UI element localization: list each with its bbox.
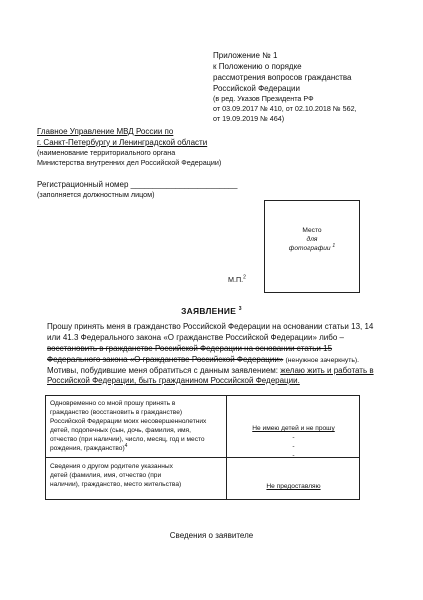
registration-block <box>37 179 257 200</box>
dash: - <box>292 443 295 450</box>
statement-motive-line <box>47 366 387 377</box>
children-answer: Не имею детей и не прошу <box>252 425 335 432</box>
statement-line: или 41.3 Федерального закона «О гражданстве Российской Федерации» либо – <box>47 333 344 342</box>
photo-label-line1: Место <box>302 227 322 234</box>
appendix-edition-line: от 19.09.2019 № 464) <box>213 114 285 123</box>
table-row2-label: Сведения о другом родителе указанных детей (фамилия, имя, отчество (при наличии), гражданство, место жительства) <box>50 463 182 488</box>
statement-line-struck: восстановить в гражданстве Российской Федерации на основании статьи 15 <box>47 344 333 353</box>
registration-label: Регистрационный номер <box>37 180 129 189</box>
applicant-section-heading: Сведения о заявителе <box>169 531 254 540</box>
statement-line <box>47 355 387 367</box>
statement-line-struck: Федерального закона «О гражданстве Российской Федерации» <box>47 355 284 364</box>
photo-footnote: 1 <box>332 242 336 249</box>
dash: - <box>292 452 295 459</box>
stamp-label <box>228 275 246 284</box>
statement-title-text: ЗАЯВЛЕНИЕ <box>181 306 237 316</box>
photo-label-line3: фотографии <box>288 245 331 252</box>
table-row1-label: Одновременно со мной прошу принять в гражданство (восстановить в гражданстве) Российской Федерации моих несовершеннолетних детей, подопечных (сын, дочь, фамилия, имя, отчество (при наличии), число, месяц, год и место рождения, гражданство)$^4$ <box>50 400 207 452</box>
authority-hint: Министерства внутренних дел Российской Федерации) <box>37 158 222 167</box>
statement-title <box>0 306 423 316</box>
registration-number-field[interactable]: ________________________ <box>130 180 238 189</box>
table-footnote: 4 <box>124 442 128 449</box>
appendix-title: Приложение № 1 <box>213 51 278 60</box>
photo-label-line2: для <box>306 236 318 243</box>
statement-note: (ненужное зачеркнуть). <box>285 357 360 364</box>
motive-label: Мотивы, побудившие меня обратиться с данным заявлением: <box>47 366 279 375</box>
appendix-edition-line: (в ред. Указов Президента РФ <box>213 94 314 103</box>
appendix-line: к Положению о порядке <box>213 62 302 71</box>
appendix-line: Российской Федерации <box>213 84 300 93</box>
stamp-footnote: 2 <box>243 274 246 281</box>
motive-value: желаю жить и работать в <box>280 366 374 375</box>
table-row2-value[interactable]: Не предоставляю <box>266 483 321 490</box>
authority-hint: (наименование территориального органа <box>37 148 176 157</box>
table-row1-value[interactable] <box>227 424 360 460</box>
authority-name-line2: г. Санкт-Петербургу и Ленинградской области <box>37 137 208 147</box>
statement-line: Прошу принять меня в гражданство Российской Федерации на основании статьи 13, 14 <box>47 322 374 331</box>
children-table <box>45 395 360 500</box>
photo-placeholder <box>264 200 360 293</box>
appendix-edition-line: от 03.09.2017 № 410, от 02.10.2018 № 562, <box>213 104 357 113</box>
statement-footnote: 3 <box>238 306 242 313</box>
authority-name-line1: Главное Управление МВД России по <box>37 127 174 136</box>
motive-value-continued: Российской Федерации, быть гражданином Российской Федерации. <box>47 376 300 385</box>
authority-block <box>37 127 297 168</box>
stamp-text: М.П. <box>228 275 244 284</box>
registration-hint: (заполняется должностным лицом) <box>37 190 155 199</box>
appendix-block <box>213 50 418 124</box>
dash: - <box>292 434 295 441</box>
appendix-line: рассмотрения вопросов гражданства <box>213 73 352 82</box>
